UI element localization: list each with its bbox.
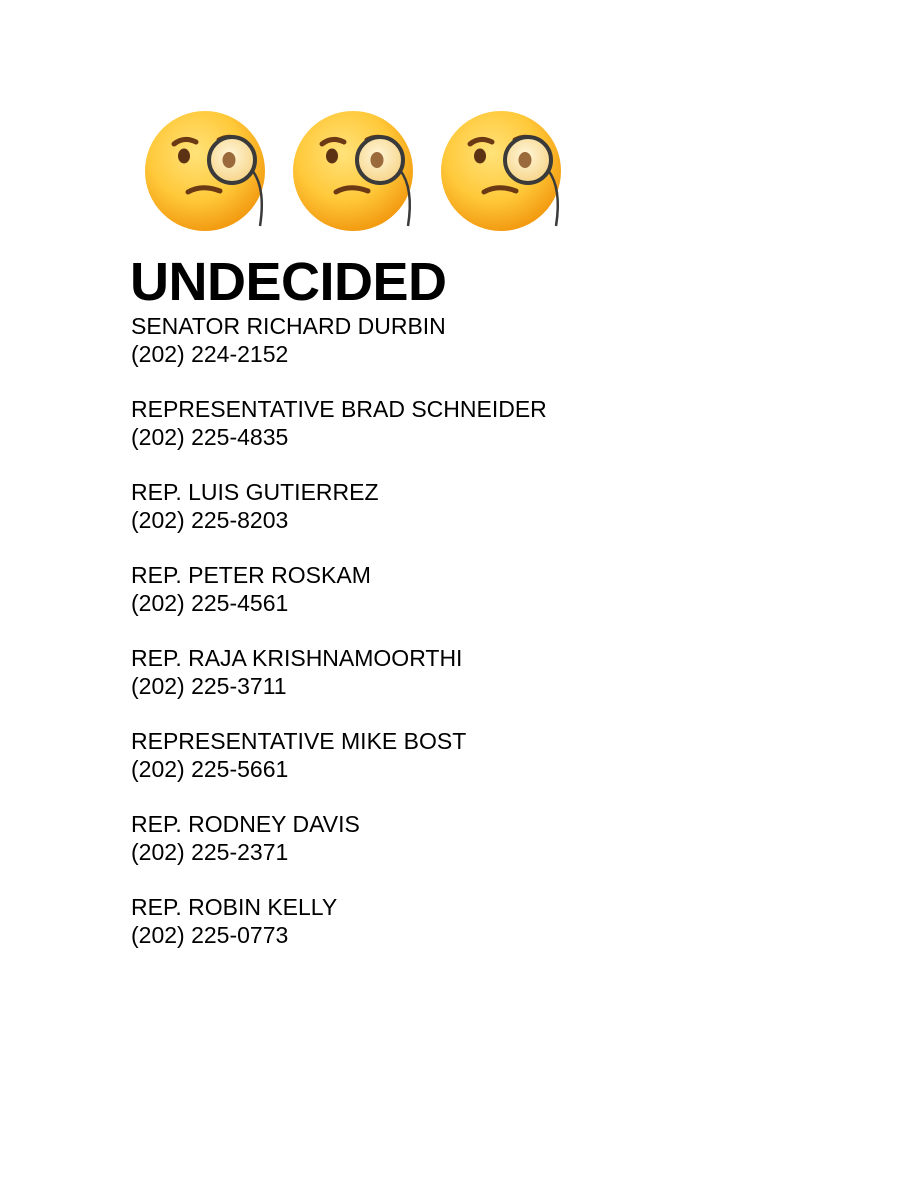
contact-name: REP. RODNEY DAVIS: [131, 811, 360, 837]
contact-item: [131, 893, 831, 976]
contact-phone: (202) 225-0773: [131, 922, 289, 948]
contact-phone: (202) 225-4835: [131, 424, 289, 450]
contact-item: [131, 727, 831, 810]
emoji-row: [144, 108, 566, 234]
contact-name: SENATOR RICHARD DURBIN: [131, 313, 446, 339]
contact-name: REPRESENTATIVE MIKE BOST: [131, 728, 467, 754]
contact-item: [131, 395, 831, 478]
contact-item: [131, 312, 831, 395]
contact-name: REP. RAJA KRISHNAMOORTHI: [131, 645, 463, 671]
contact-phone: (202) 225-2371: [131, 839, 289, 865]
contact-name: REP. ROBIN KELLY: [131, 894, 338, 920]
face-with-monocle-icon: [440, 108, 566, 234]
contact-item: [131, 561, 831, 644]
contact-phone: (202) 225-5661: [131, 756, 289, 782]
face-with-monocle-icon: [292, 108, 418, 234]
contact-name: REP. PETER ROSKAM: [131, 562, 371, 588]
page-title: UNDECIDED: [130, 252, 447, 312]
contact-item: [131, 810, 831, 893]
contact-name: REPRESENTATIVE BRAD SCHNEIDER: [131, 396, 547, 422]
contact-item: [131, 478, 831, 561]
contact-phone: (202) 225-8203: [131, 507, 289, 533]
contact-item: [131, 644, 831, 727]
face-with-monocle-icon: [144, 108, 270, 234]
contact-list: [131, 312, 831, 976]
contact-phone: (202) 224-2152: [131, 341, 289, 367]
contact-name: REP. LUIS GUTIERREZ: [131, 479, 379, 505]
contact-phone: (202) 225-4561: [131, 590, 289, 616]
contact-phone: (202) 225-3711: [131, 673, 287, 699]
